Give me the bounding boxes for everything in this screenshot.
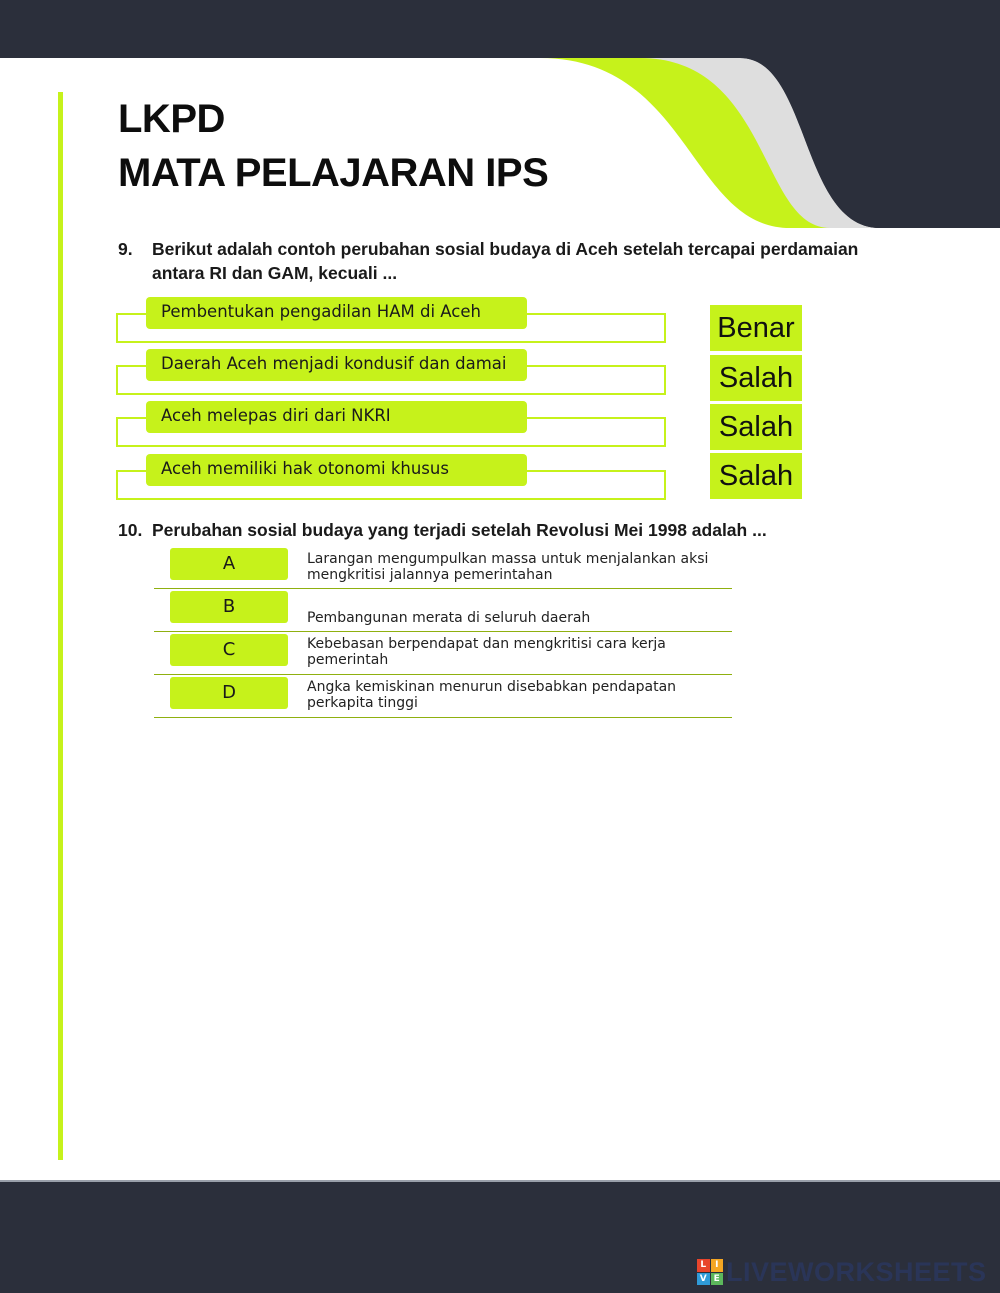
liveworksheets-logo[interactable] (697, 1257, 987, 1287)
badge-letter: I (711, 1259, 724, 1272)
q9-option-3 (116, 401, 666, 449)
question-9-text (152, 237, 858, 285)
q9-answer-1[interactable]: Benar (710, 305, 802, 351)
question-9 (118, 237, 898, 287)
q10-choice-text-line-1: Larangan mengumpulkan massa untuk menjalankan aksi (307, 551, 709, 567)
question-10 (118, 518, 898, 544)
q10-choice-c[interactable] (154, 631, 732, 675)
q9-option-label[interactable]: Aceh melepas diri dari NKRI (146, 401, 527, 433)
left-accent-rule (58, 92, 63, 1160)
q10-choice-letter[interactable]: D (170, 677, 288, 709)
q10-choice-text-line-1: Kebebasan berpendapat dan mengkritisi cara kerja (307, 636, 666, 652)
badge-letter: L (697, 1259, 710, 1272)
q9-option-label[interactable]: Daerah Aceh menjadi kondusif dan damai (146, 349, 527, 381)
q10-choice-text-line-2: pemerintah (307, 652, 389, 668)
title-line-1: LKPD (118, 97, 225, 141)
q10-choice-text-line-2: perkapita tinggi (307, 695, 418, 711)
q10-choice-b[interactable] (154, 588, 732, 632)
question-9-text-line-2: antara RI dan GAM, kecuali ... (152, 263, 398, 283)
q10-choice-a[interactable] (154, 545, 732, 589)
q10-choice-letter[interactable]: B (170, 591, 288, 623)
q10-choice-text-line-1: Angka kemiskinan menurun disebabkan pendapatan (307, 679, 677, 695)
liveworksheets-wordmark: LIVEWORKSHEETS (726, 1256, 987, 1287)
q10-choice-text-line-2: mengkritisi jalannya pemerintahan (307, 567, 553, 583)
q10-choice-letter[interactable]: A (170, 548, 288, 580)
page-title (118, 92, 548, 200)
q10-choice-text (307, 551, 727, 583)
q10-choice-text (307, 679, 727, 711)
q10-choice-letter[interactable]: C (170, 634, 288, 666)
badge-letter: E (711, 1273, 724, 1286)
question-10-text: Perubahan sosial budaya yang terjadi setelah Revolusi Mei 1998 adalah ... (152, 520, 767, 540)
title-line-2: MATA PELAJARAN IPS (118, 151, 549, 195)
question-10-number: 10. (118, 520, 143, 540)
q10-choice-text-line-2: Pembangunan merata di seluruh daerah (307, 610, 591, 626)
q9-answer-4[interactable]: Salah (710, 453, 802, 499)
q9-option-2 (116, 349, 666, 397)
q9-option-1 (116, 297, 666, 345)
question-9-text-line-1: Berikut adalah contoh perubahan sosial budaya di Aceh setelah tercapai perdamaian (152, 239, 859, 259)
q9-option-4 (116, 454, 666, 502)
q9-option-label[interactable]: Aceh memiliki hak otonomi khusus (146, 454, 527, 486)
q10-choice-text (307, 594, 727, 626)
q9-answer-3[interactable]: Salah (710, 404, 802, 450)
q10-choice-text-line-1 (307, 594, 727, 610)
q10-choice-d[interactable] (154, 674, 732, 718)
badge-letter: V (697, 1273, 710, 1286)
q10-choice-text (307, 636, 727, 668)
q9-option-label[interactable]: Pembentukan pengadilan HAM di Aceh (146, 297, 527, 329)
liveworksheets-badge-icon (697, 1259, 723, 1285)
q9-answer-2[interactable]: Salah (710, 355, 802, 401)
question-9-number: 9. (118, 239, 133, 259)
